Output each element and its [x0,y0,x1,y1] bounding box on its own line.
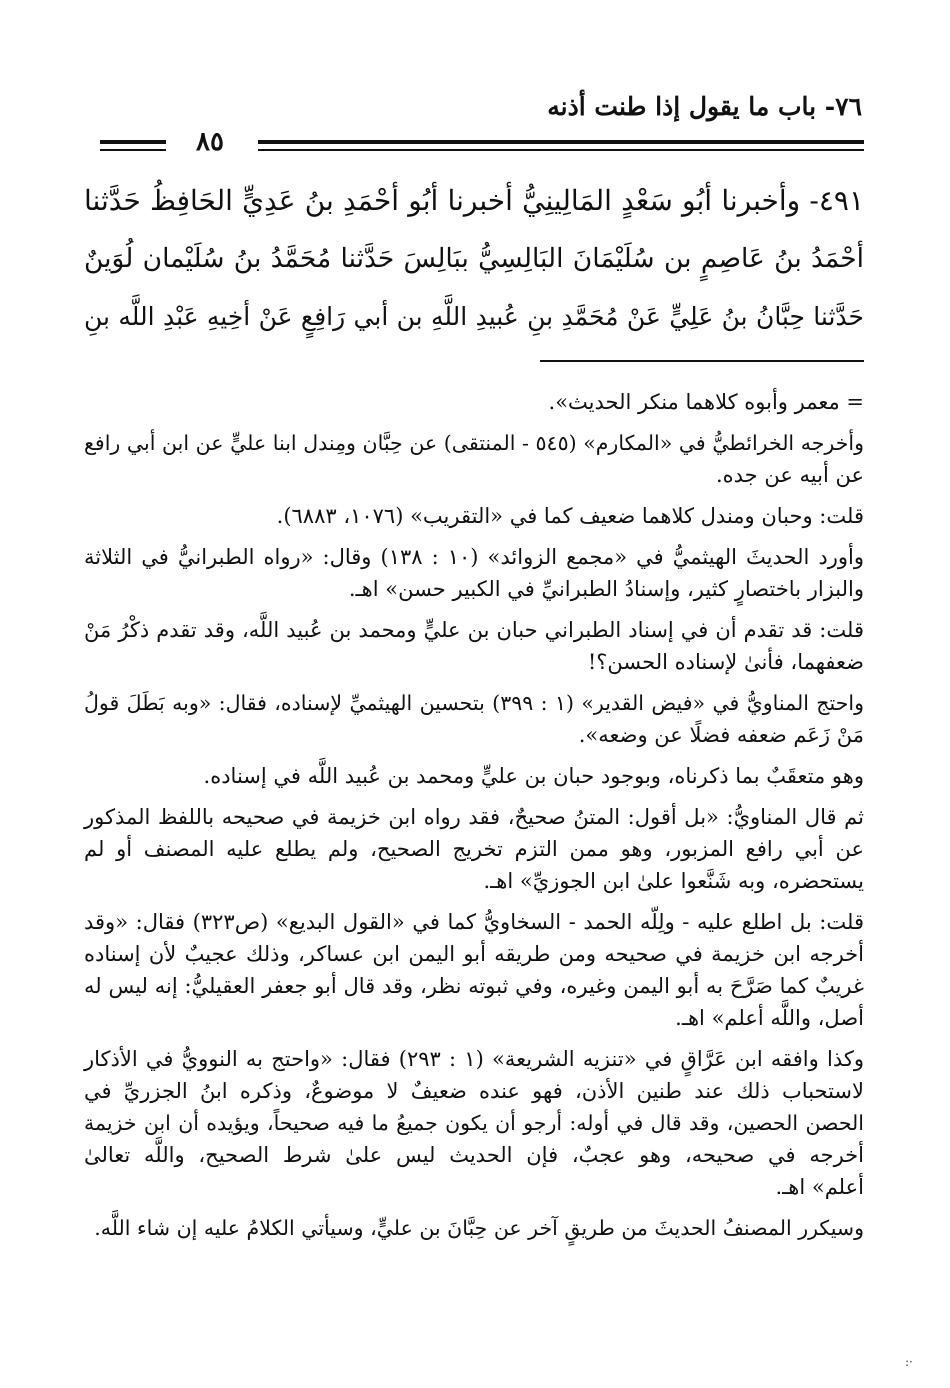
footnote-line: قلت: قد تقدم أن في إسناد الطبراني حبان بن عليٍّ ومحمد بن عُبيد اللَّه، وقد تقدم ذكْرُ مَنْ [84,618,864,642]
footnote-paragraph [84,906,864,1034]
header-rule [258,140,864,151]
footnote-paragraph [84,1043,864,1203]
footnote-paragraph [84,541,864,605]
footnote-paragraph [84,687,864,751]
footnote-line: واحتج المناويُّ في «فيض القدير» (١ : ٣٩٩) بتحسين الهيثميِّ لإسناده، فقال: «وبه بَطَلَ قولُ [84,691,864,715]
footnote-line: وأورد الحديثَ الهيثميُّ في «مجمع الزوائد» (١٠ : ١٣٨) وقال: «رواه الطبرانيُّ في الثلاثة [84,545,864,569]
footnote-line: أخرجه ابن خزيمة في صحيحه ومن طريقه أبو اليمن ابن عساكر، وذلك عجيبٌ لأن إسناده [84,942,864,966]
footnote-line: ضعفهما، فأنىٰ لإسناده الحسن؟! [587,650,864,674]
footnote-line: مَنْ زَعَم ضعفه فضلًا عن وضعه». [578,723,864,747]
footnote-line: عن أبي رافع المزبور، وهو ممن التزم تخريج الصحيح، ولم يطلع عليه المصنف أو لم [84,837,864,861]
footnote-line: لاستحباب ذلك عند طنين الأذن، فهو عنده ضعيفٌ لا موضوعٌ، وذكره ابنُ الجزريِّ في [84,1079,864,1103]
footnote-line: وكذا وافقه ابن عَرَّاقٍ في «تنزيه الشريعة» (١ : ٢٩٣) فقال: «واحتج به النوويُّ في الأذكار [84,1047,864,1071]
footnote-paragraph [84,500,864,532]
footnote-paragraph [84,386,864,418]
footnote-line: ثم قال المناويُّ: «بل أقول: المتنُ صحيحٌ، فقد رواه ابن خزيمة في صحيحه باللفظ المذكور [84,805,864,829]
hadith-line: ٤٩١- وأخبرنا أبُو سَعْدٍ المَالِينِيُّ أخبرنا أبُو أحْمَدِ بنُ عَدِيٍّ الحَافِظُ حَدَّثنا [84,184,864,217]
footnote-line: يستحضره، وبه شَنَّعوا علىٰ ابن الجوزيِّ» اهـ. [483,869,864,893]
footnote-line: الحصن الحصين، وقد قال في أوله: أرجو أن يكون جميعُ ما فيه صحيحاً، ويؤيده أن ابن خزيمة [84,1111,864,1135]
footnote-paragraph [84,1212,864,1244]
footnote-line: قلت: وحبان ومندل كلاهما ضعيف كما في «التقريب» (١٠٧٦، ٦٨٨٣). [276,504,864,528]
hadith-line: حَدَّثنا حِبَّانُ بنُ عَلِيٍّ عَنْ مُحَمَّدِ بنِ عُبيدِ اللَّهِ بن أبي رَافِعٍ عَنْ أخِيهِ عَبْدِ اللَّه بنِ [84,302,864,331]
footnote-line: عن أبيه عن جده. [715,463,864,487]
footnote-line: وهو متعقَبٌ بما ذكرناه، وبوجود حبان بن عليٍّ ومحمد بن عُبيد اللَّه في إسناده. [203,764,864,788]
header-rule-short [100,140,166,151]
footnote-paragraph [84,427,864,491]
footnote-line: أعلم» اهـ. [775,1175,864,1199]
hadith-text [84,172,864,346]
footnote-line: قلت: بل اطلع عليه - ولِلّه الحمد - السخاويُّ كما في «القول البديع» (ص٣٢٣) فقال: «وقد [84,910,864,934]
footnote-line: والبزار باختصارٍ كثير، وإسنادُ الطبرانيِّ في الكبير حسن» اهـ. [348,577,864,601]
footnote-line: وسيكرر المصنفُ الحديثَ من طريقٍ آخر عن حِبَّانَ بن عليٍّ، وسيأتي الكلامُ عليه إن شاء اللَّه. [94,1216,864,1240]
footnote-paragraph [84,760,864,792]
hadith-line: أحْمَدُ بنُ عَاصِمٍ بن سُلَيْمَانَ البَالِسِيُّ ببَالِسَ حَدَّثنا مُحَمَّدُ بنُ سُلَيْمان لُوَينٌ [84,243,865,274]
footnote-paragraph [84,614,864,678]
footnote-line: وأخرجه الخرائطيُّ في «المكارم» (٥٤٥ - المنتقى) عن حِبَّان ومِندل ابنا عليٍّ عن ابن أبي رافع [84,431,864,455]
footnote-paragraph [84,801,864,897]
footnote-line: أصل، واللَّه أعلم» اهـ. [675,1006,864,1030]
scan-speck: ·: [905,1355,913,1369]
footnote-line: = معمر وأبوه كلاهما منكر الحديث». [548,390,864,414]
footnote-line: غريبٌ كما صَرَّحَ به أبو اليمن وغيره، وفي ثبوته نظر، وقد قال أبو جعفر العقيليُّ: إنه ليس له [84,974,864,998]
footnote-line: أخرجه في صحيحه، وهو عجبٌ، فإن الحديث ليس علىٰ شرط الصحيح، واللَّه تعالىٰ [84,1143,864,1167]
footnotes [84,386,864,1253]
running-header: ٧٦- باب ما يقول إذا طنت أذنه [547,92,862,121]
footnote-separator [540,360,864,362]
page-number: ٨٥ [196,127,224,157]
